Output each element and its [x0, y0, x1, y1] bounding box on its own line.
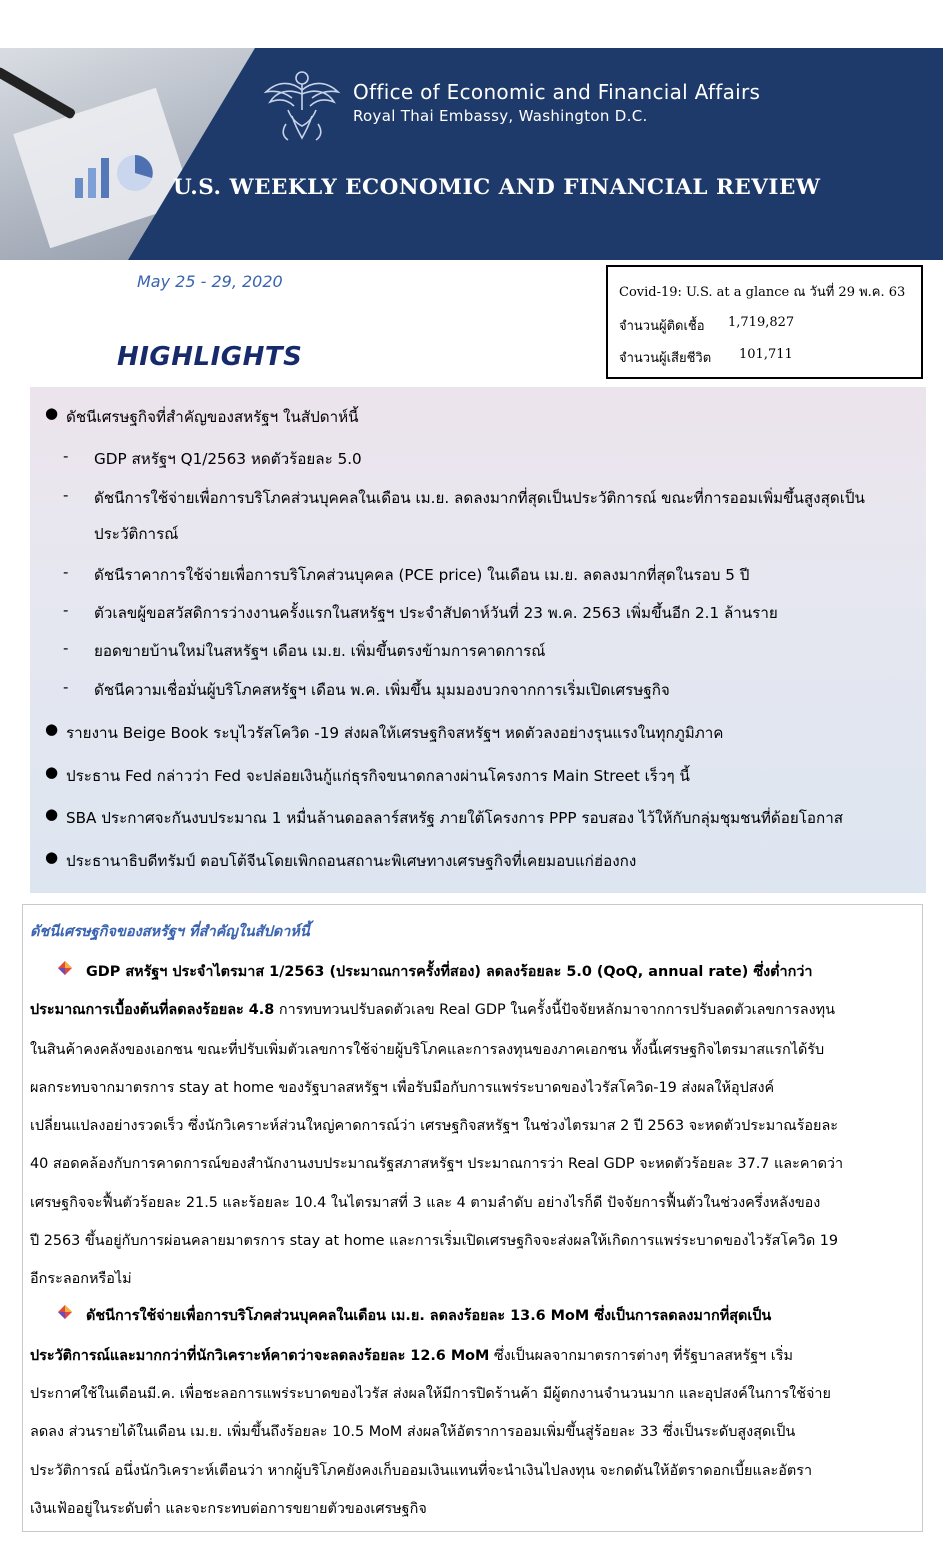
diamond-bullet-icon [58, 961, 72, 975]
photo-pen [0, 66, 76, 120]
highlight-sub-2-line-2: ประวัติการณ์ [94, 525, 179, 543]
pce-text: ซึ่งเป็นผลจากมาตรการต่างๆ ที่รัฐบาลสหรัฐฯ เริ่ม [489, 1348, 793, 1364]
dash-icon: - [63, 563, 69, 581]
bullet-icon: ● [45, 763, 59, 781]
dash-icon: - [63, 678, 69, 696]
bullet-icon: ● [45, 720, 59, 738]
highlight-main-1: ดัชนีเศรษฐกิจที่สำคัญของสหรัฐฯ ในสัปดาห์นี้ [66, 408, 359, 426]
highlight-sub-5: ยอดขายบ้านใหม่ในสหรัฐฯ เดือน เม.ย. เพิ่มขึ้นตรงข้ามการคาดการณ์ [94, 642, 546, 660]
dash-icon: - [63, 601, 69, 619]
pce-paragraph-line: เงินเฟ้ออยู่ในระดับต่ำ และจะกระทบต่อการขยายตัวของเศรษฐกิจ [30, 1501, 427, 1517]
gdp-bold-text: ประมาณการเบื้องต้นที่ลดลงร้อยละ 4.8 [30, 1002, 275, 1018]
details-title: ดัชนีเศรษฐกิจของสหรัฐฯ ที่สำคัญในสัปดาห์นี้ [30, 924, 310, 940]
highlight-main-3: ประธาน Fed กล่าวว่า Fed จะปล่อยเงินกู้แก่ธุรกิจขนาดกลางผ่านโครงการ Main Street เร็วๆ นี้ [66, 767, 690, 785]
gdp-paragraph-line: อีกระลอกหรือไม่ [30, 1271, 132, 1287]
bullet-icon: ● [45, 404, 59, 422]
gdp-paragraph-line: 40 สอดคล้องกับการคาดการณ์ของสำนักงานงบประมาณรัฐสภาสหรัฐฯ ประมาณการว่า Real GDP จะหดตัวร้อยละ 37.7 และคาดว่า [30, 1156, 844, 1172]
highlight-sub-2-line-1: ดัชนีการใช้จ่ายเพื่อการบริโภคส่วนบุคคลในเดือน เม.ย. ลดลงมากที่สุดเป็นประวัติการณ์ ขณะที่การออมเพิ่มขึ้นสูงสุดเป็น [94, 489, 865, 507]
banner-photo [0, 48, 270, 260]
bullet-icon: ● [45, 805, 59, 823]
pce-paragraph-line: ลดลง ส่วนรายได้ในเดือน เม.ย. เพิ่มขึ้นถึงร้อยละ 10.5 MoM ส่งผลให้อัตราการออมเพิ่มขึ้นสู่ร้อยละ 33 ซึ่งเป็นระดับสูงสุดเป็น [30, 1424, 796, 1440]
garuda-emblem-icon [262, 66, 342, 144]
office-subtitle: Royal Thai Embassy, Washington D.C. [353, 107, 648, 125]
highlight-main-2: รายงาน Beige Book ระบุไวรัสโควิด -19 ส่งผลให้เศรษฐกิจสหรัฐฯ หดตัวลงอย่างรุนแรงในทุกภูมิภาค [66, 724, 724, 742]
review-title: U.S. WEEKLY ECONOMIC AND FINANCIAL REVIEW [173, 175, 821, 200]
gdp-paragraph-line: ปี 2563 ขึ้นอยู่กับการผ่อนคลายมาตรการ stay at home และการเริ่มเปิดเศรษฐกิจจะส่งผลให้เกิดการแพร่ระบาดของไวรัสโควิด 19 [30, 1233, 839, 1249]
bullet-icon: ● [45, 848, 59, 866]
date-range: May 25 - 29, 2020 [137, 272, 283, 291]
highlight-sub-3: ดัชนีราคาการใช้จ่ายเพื่อการบริโภคส่วนบุคคล (PCE price) ในเดือน เม.ย. ลดลงมากที่สุดในรอบ 5 ปี [94, 566, 750, 584]
gdp-text: การทบทวนปรับลดตัวเลข Real GDP ในครั้งนี้ปัจจัยหลักมาจากการปรับลดตัวเลขการลงทุน [274, 1002, 835, 1018]
highlight-main-5: ประธานาธิบดีทรัมป์ ตอบโต้จีนโดยเพิกถอนสถานะพิเศษทางเศรษฐกิจที่เคยมอบแก่ฮ่องกง [66, 852, 637, 870]
gdp-paragraph-line: เศรษฐกิจจะฟื้นตัวร้อยละ 21.5 และร้อยละ 10.4 ในไตรมาสที่ 3 และ 4 ตามลำดับ อย่างไรก็ดี ปัจจัยการฟื้นตัวในช่วงครึ่งหลังของ [30, 1195, 821, 1211]
header-banner [0, 48, 943, 260]
pce-paragraph-line: ประกาศใช้ในเดือนมี.ค. เพื่อชะลอการแพร่ระบาดของไวรัส ส่งผลให้มีการปิดร้านค้า มีผู้ตกงานจำนวนมาก และอุปสงค์ในการใช้จ่าย [30, 1386, 831, 1402]
infected-value: 1,719,827 [728, 315, 795, 330]
pce-bold-text: ประวัติการณ์และมากกว่าที่นักวิเคราะห์คาดว่าจะลดลงร้อยละ 12.6 MoM [30, 1348, 490, 1364]
gdp-paragraph-line: ผลกระทบจากมาตรการ stay at home ของรัฐบาลสหรัฐฯ เพื่อรับมือกับการแพร่ระบาดของไวรัสโควิด-19 ส่งผลให้อุปสงค์ [30, 1080, 775, 1096]
gdp-paragraph-line [30, 998, 835, 1021]
highlight-sub-6: ดัชนีความเชื่อมั่นผู้บริโภคสหรัฐฯ เดือน พ.ค. เพิ่มขึ้น มุมมองบวกจากการเริ่มเปิดเศรษฐกิจ [94, 681, 670, 699]
gdp-paragraph-line: ในสินค้าคงคลังของเอกชน ขณะที่ปรับเพิ่มตัวเลขการใช้จ่ายผู้บริโภคและการลงทุนของภาคเอกชน ทั้งนี้เศรษฐกิจไตรมาสแรกได้รับ [30, 1042, 825, 1058]
office-name: Office of Economic and Financial Affairs [353, 80, 761, 104]
dash-icon: - [63, 447, 69, 465]
highlight-sub-1: GDP สหรัฐฯ Q1/2563 หดตัวร้อยละ 5.0 [94, 450, 362, 468]
deaths-value: 101,711 [739, 347, 793, 362]
photo-chart-icon [70, 143, 160, 203]
deaths-label: จำนวนผู้เสียชีวิต [619, 351, 712, 366]
highlight-main-4: SBA ประกาศจะกันงบประมาณ 1 หมื่นล้านดอลลาร์สหรัฐ ภายใต้โครงการ PPP รอบสอง ไว้ให้กับกลุ่มชุมชนที่ด้อยโอกาส [66, 809, 844, 827]
pce-paragraph-line: ดัชนีการใช้จ่ายเพื่อการบริโภคส่วนบุคคลในเดือน เม.ย. ลดลงร้อยละ 13.6 MoM ซึ่งเป็นการลดลงมากที่สุดเป็น [86, 1308, 772, 1324]
highlights-title: HIGHLIGHTS [117, 342, 303, 372]
infected-label: จำนวนผู้ติดเชื้อ [619, 319, 705, 334]
pce-paragraph-line [30, 1344, 793, 1367]
gdp-paragraph-line: เปลี่ยนแปลงอย่างรวดเร็ว ซึ่งนักวิเคราะห์ส่วนใหญ่คาดการณ์ว่า เศรษฐกิจสหรัฐฯ ในช่วงไตรมาส 2 ปี 2563 จะหดตัวประมาณร้อยละ [30, 1118, 839, 1134]
covid-summary-box [606, 265, 923, 379]
gdp-paragraph-line: GDP สหรัฐฯ ประจำไตรมาส 1/2563 (ประมาณการครั้งที่สอง) ลดลงร้อยละ 5.0 (QoQ, annual rate) ซึ่งต่ำกว่า [86, 964, 813, 980]
covid-heading: Covid-19: U.S. at a glance ณ วันที่ 29 พ.ค. 63 [619, 285, 906, 300]
highlight-sub-4: ตัวเลขผู้ขอสวัสดิการว่างงานครั้งแรกในสหรัฐฯ ประจำสัปดาห์วันที่ 23 พ.ค. 2563 เพิ่มขึ้นอีก 2.1 ล้านราย [94, 604, 778, 622]
dash-icon: - [63, 486, 69, 504]
diamond-bullet-icon [58, 1305, 72, 1319]
pce-paragraph-line: ประวัติการณ์ อนึ่งนักวิเคราะห์เตือนว่า หากผู้บริโภคยังคงเก็บออมเงินแทนที่จะนำเงินไปลงทุน จะกดดันให้อัตราดอกเบี้ยและอัตรา [30, 1463, 813, 1479]
dash-icon: - [63, 639, 69, 657]
